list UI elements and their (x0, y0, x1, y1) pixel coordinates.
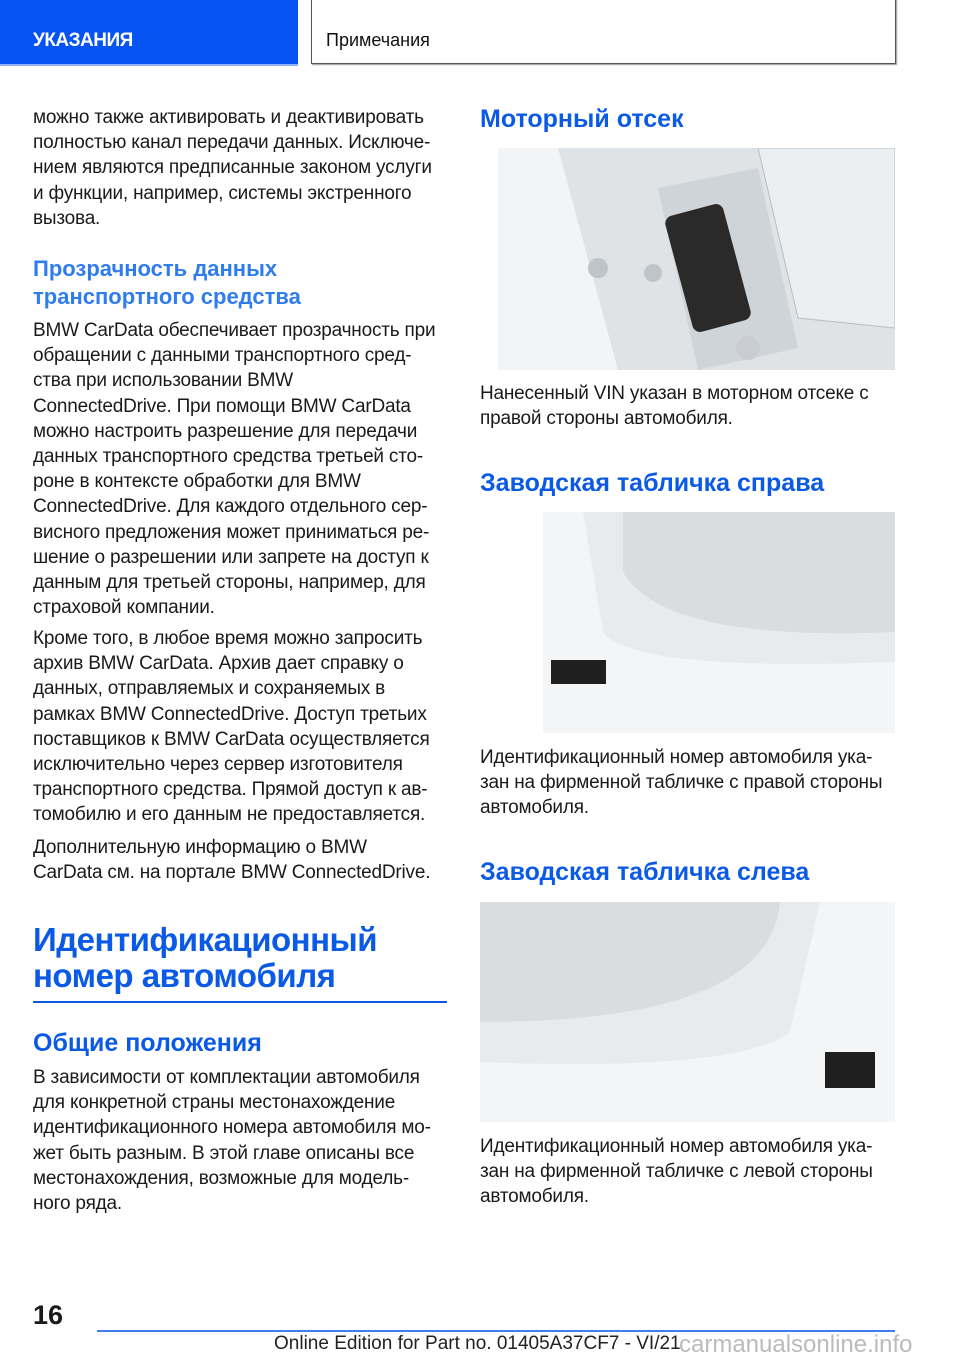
text-line: зан на фирменной табличке с правой стороны (480, 772, 883, 794)
text-line: рамках BMW ConnectedDrive. Доступ третьих (33, 703, 427, 725)
text-line: нием являются предписанные законом услуги (33, 157, 432, 179)
text-line: исключительно через сервер изготовителя (33, 754, 403, 776)
text-line: Заводская табличка справа (480, 469, 825, 497)
edition-info: Online Edition for Part no. 01405A37CF7 - VI/21 (274, 1333, 681, 1354)
text-line: можно настроить разрешение для передачи (33, 420, 418, 442)
chapter-heading (33, 922, 447, 994)
tab-instructions[interactable] (0, 0, 298, 66)
text-line: страховой компании. (33, 597, 215, 619)
text-line: данных транспортного средства третьей сто- (33, 446, 424, 468)
text-line: шение о разрешении или запрете на доступ к (33, 546, 429, 568)
text-line: ства при использовании BMW (33, 370, 293, 392)
text-line: Моторный отсек (480, 105, 684, 133)
text-line: Нанесенный VIN указан в моторном отсеке с (480, 383, 869, 404)
text-line: роне в контексте обработки для BMW (33, 471, 361, 493)
text-line: можно также активировать и деактивировать (33, 107, 424, 128)
text-line: Общие положения (33, 1029, 262, 1057)
text-line: местонахождения, возможные для модель- (33, 1167, 409, 1189)
text-line: поставщиков к BMW CarData осуществляется (33, 728, 430, 750)
section-heading (33, 255, 447, 311)
image-caption (480, 745, 895, 821)
text-line: полностью канал передачи данных. Исключе- (33, 132, 431, 154)
text-line: данных, отправляемых и сохраняемых в (33, 678, 386, 700)
text-line: данным для третьей стороны, например, для (33, 572, 426, 594)
text-line: обращении с данными транспортного сред- (33, 345, 412, 367)
watermark: carmanualsonline.info (679, 1331, 913, 1358)
engine-bay-image (498, 148, 895, 370)
image-caption (480, 1134, 895, 1210)
text-line: и функции, например, системы экстренного (33, 182, 412, 204)
text-line: висного предложения может приниматься ре- (33, 521, 430, 543)
text-line: Прозрачность данных (33, 256, 278, 281)
text-line: томобилю и его данным не предоставляется. (33, 804, 426, 826)
text-line: вызова. (33, 207, 101, 229)
paragraph (33, 835, 447, 885)
text-line: Кроме того, в любое время можно запросить (33, 628, 423, 649)
text-line: BMW CarData обеспечивает прозрачность при (33, 320, 436, 341)
section-heading (480, 858, 895, 886)
text-line: автомобиля. (480, 1186, 589, 1208)
section-heading (480, 105, 895, 133)
tab-notes[interactable] (311, 0, 896, 64)
text-line: правой стороны автомобиля. (480, 408, 733, 430)
text-line: транспортного средства (33, 284, 301, 309)
section-heading (480, 469, 895, 497)
text-line: Идентификационный номер автомобиля ука- (480, 1136, 873, 1157)
text-line: ного ряда. (33, 1193, 122, 1215)
text-line: ConnectedDrive. Для каждого отдельного сер- (33, 496, 428, 518)
text-line: Заводская табличка слева (480, 858, 810, 886)
text-line: архив BMW CarData. Архив дает справку о (33, 653, 404, 675)
text-line: номер автомобиля (33, 957, 336, 994)
text-line: В зависимости от комплектации автомобиля (33, 1067, 420, 1088)
text-line: зан на фирменной табличке с левой стороны (480, 1161, 873, 1183)
text-line: Дополнительную информацию о BMW (33, 837, 367, 858)
text-line: для конкретной страны местонахождение (33, 1092, 396, 1114)
right-door-sill-image (543, 512, 895, 733)
left-door-sill-image (480, 902, 895, 1122)
text-line: CarData см. на портале BMW ConnectedDrive. (33, 862, 431, 884)
text-line: Идентификационный (33, 921, 377, 958)
tab-label: УКАЗАНИЯ (33, 30, 133, 51)
section-heading (33, 1029, 447, 1057)
paragraph (33, 626, 447, 828)
tab-label: Примечания (326, 30, 430, 50)
paragraph (33, 105, 447, 231)
heading-rule (33, 1001, 447, 1003)
text-line: жет быть разным. В этой главе описаны все (33, 1142, 415, 1164)
image-caption (480, 381, 895, 431)
text-line: Идентификационный номер автомобиля ука- (480, 747, 873, 768)
text-line: ConnectedDrive. При помощи BMW CarData (33, 395, 411, 417)
paragraph (33, 1065, 447, 1216)
text-line: транспортного средства. Прямой доступ к ав- (33, 779, 428, 801)
text-line: автомобиля. (480, 797, 589, 819)
page-number: 16 (33, 1300, 64, 1330)
paragraph (33, 318, 447, 620)
text-line: идентификационного номера автомобиля мо- (33, 1117, 431, 1139)
